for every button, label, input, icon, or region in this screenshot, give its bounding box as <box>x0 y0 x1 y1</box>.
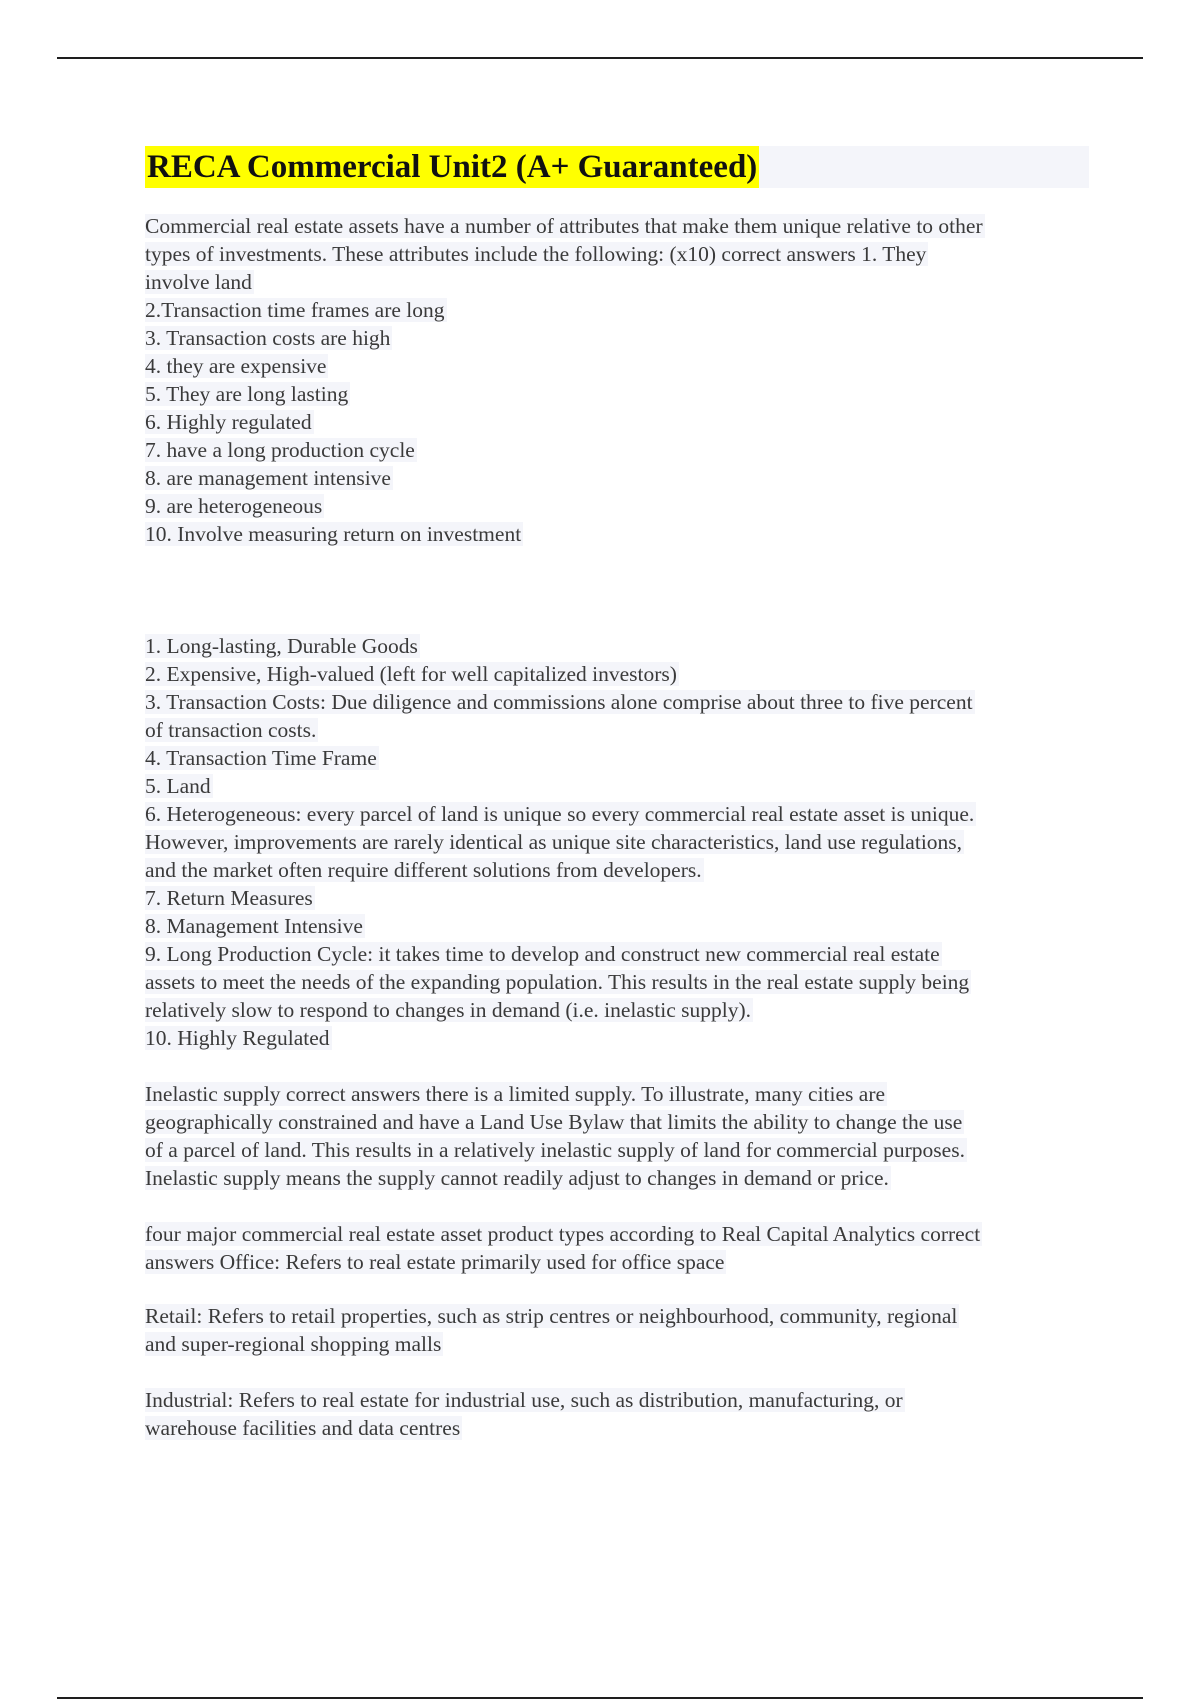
top-rule <box>57 57 1143 59</box>
text-line: Inelastic supply means the supply cannot readily adjust to changes in demand or price. <box>145 1166 889 1190</box>
attributes-detail-block <box>145 632 1089 1052</box>
document-title: RECA Commercial Unit2 (A+ Guaranteed) <box>145 146 759 188</box>
text-line: warehouse facilities and data centres <box>145 1416 461 1440</box>
attributes-question-block <box>145 212 1089 548</box>
text-line: of a parcel of land. This results in a relatively inelastic supply of land for commercial purposes. <box>145 1138 965 1162</box>
text-line: relatively slow to respond to changes in demand (i.e. inelastic supply). <box>145 998 752 1022</box>
text-line: involve land <box>145 270 252 294</box>
text-line: answers Office: Refers to real estate primarily used for office space <box>145 1250 725 1274</box>
text-line: 5. They are long lasting <box>145 382 349 406</box>
text-line: 2.Transaction time frames are long <box>145 298 445 322</box>
text-line: Retail: Refers to retail properties, such as strip centres or neighbourhood, community, regional <box>145 1304 958 1328</box>
inelastic-supply-block <box>145 1080 1089 1192</box>
retail-block <box>145 1302 1089 1358</box>
text-line: 10. Highly Regulated <box>145 1026 330 1050</box>
text-line: of transaction costs. <box>145 718 317 742</box>
text-line: assets to meet the needs of the expanding population. This results in the real estate supply being <box>145 970 970 994</box>
text-line: 3. Transaction Costs: Due diligence and commissions alone comprise about three to five percent <box>145 690 973 714</box>
text-line: 8. are management intensive <box>145 466 391 490</box>
text-line: However, improvements are rarely identical as unique site characteristics, land use regulations, <box>145 830 963 854</box>
title-row <box>145 146 1089 188</box>
industrial-block <box>145 1386 1089 1442</box>
text-line: Commercial real estate assets have a number of attributes that make them unique relative to other <box>145 214 983 238</box>
text-line: 3. Transaction costs are high <box>145 326 391 350</box>
spacer <box>145 1276 1089 1302</box>
bottom-rule <box>57 1697 1143 1699</box>
text-line: 7. Return Measures <box>145 886 313 910</box>
text-line: 5. Land <box>145 774 211 798</box>
spacer <box>145 1052 1089 1080</box>
text-line: Industrial: Refers to real estate for industrial use, such as distribution, manufacturing, or <box>145 1388 903 1412</box>
text-line: geographically constrained and have a Land Use Bylaw that limits the ability to change the use <box>145 1110 963 1134</box>
text-line: 7. have a long production cycle <box>145 438 415 462</box>
product-types-block <box>145 1220 1089 1276</box>
text-line: 2. Expensive, High-valued (left for well capitalized investors) <box>145 662 677 686</box>
spacer <box>145 1358 1089 1386</box>
text-line: 9. Long Production Cycle: it takes time to develop and construct new commercial real estate <box>145 942 940 966</box>
document-body <box>145 146 1089 1442</box>
text-line: 10. Involve measuring return on investment <box>145 522 522 546</box>
text-line: Inelastic supply correct answers there is a limited supply. To illustrate, many cities are <box>145 1082 886 1106</box>
text-line: 4. Transaction Time Frame <box>145 746 377 770</box>
text-line: and super-regional shopping malls <box>145 1332 442 1356</box>
text-line: four major commercial real estate asset product types according to Real Capital Analytics correct <box>145 1222 981 1246</box>
text-line: 1. Long-lasting, Durable Goods <box>145 634 418 658</box>
text-line: 8. Management Intensive <box>145 914 363 938</box>
text-line: types of investments. These attributes include the following: (x10) correct answers 1. They <box>145 242 927 266</box>
text-line: and the market often require different solutions from developers. <box>145 858 702 882</box>
spacer <box>145 548 1089 632</box>
spacer <box>145 1192 1089 1220</box>
text-line: 6. Heterogeneous: every parcel of land is unique so every commercial real estate asset is unique. <box>145 802 975 826</box>
text-line: 9. are heterogeneous <box>145 494 323 518</box>
text-line: 4. they are expensive <box>145 354 327 378</box>
text-line: 6. Highly regulated <box>145 410 312 434</box>
